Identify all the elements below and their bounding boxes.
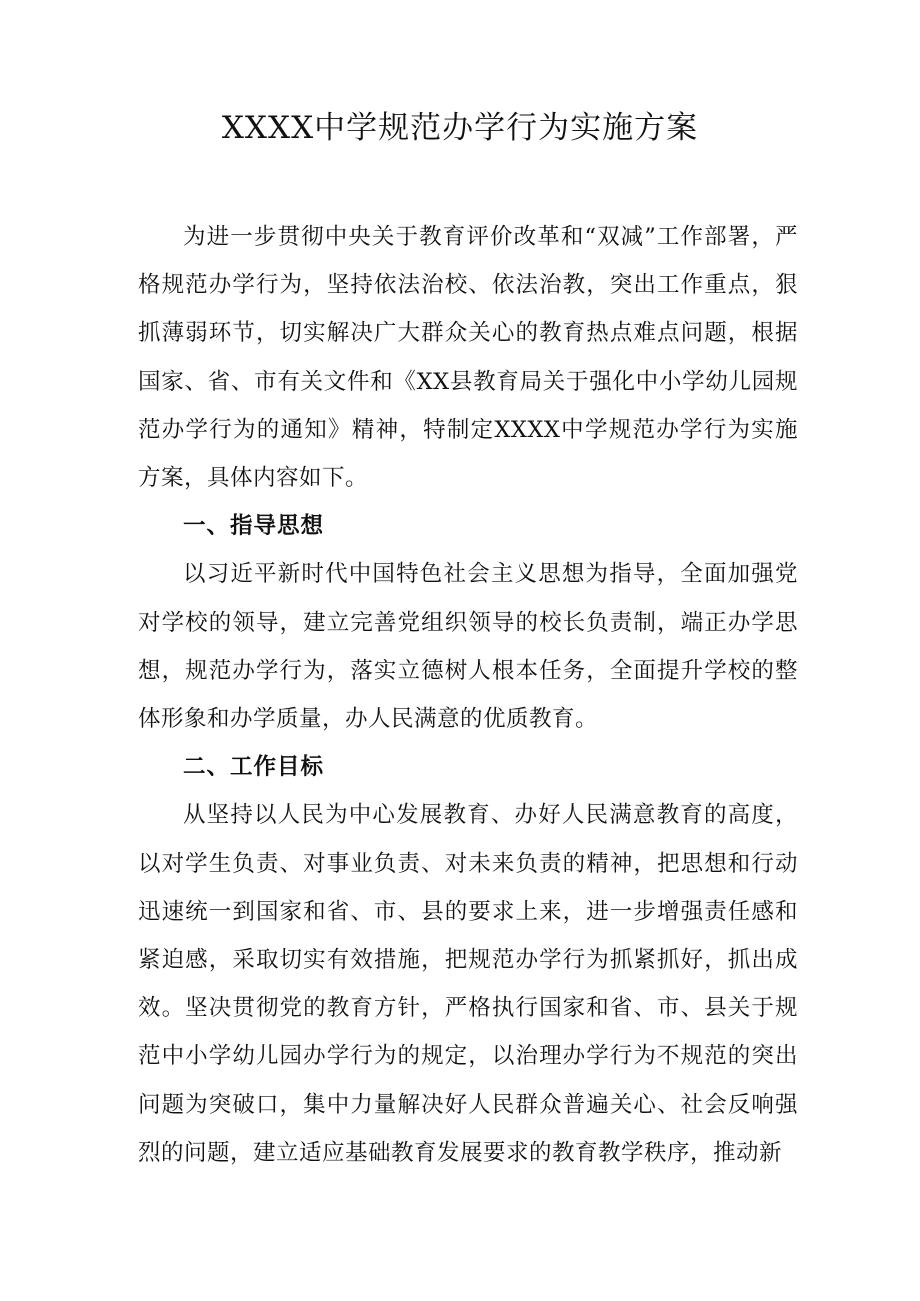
section-heading-guiding-ideology: 一、指导思想: [183, 513, 325, 540]
document-body: [138, 213, 798, 1177]
section-heading-work-goals: 二、工作目标: [183, 754, 325, 781]
section-body-work-goals: 从坚持以人民为中心发展教育、办好人民满意教育的高度，以对学生负责、对事业负责、对未来负责的精神，把思想和行动迅速统一到国家和省、市、县的要求上来，进一步增强责任感和紧迫感，采取切实有效措施，把规范办学行为抓紧抓好，抓出成效。坚决贯彻党的教育方针，严格执行国家和省、市、县关于规范中小学幼儿园办学行为的规定，以治理办学行为不规范的突出问题为突破口，集中力量解决好人民群众普遍关心、社会反响强烈的问题，建立适应基础教育发展要求的教育教学秩序，推动新: [138, 802, 798, 1166]
intro-paragraph: 为进一步贯彻中央关于教育评价改革和“双减”工作部署，严格规范办学行为，坚持依法治校、依法治教，突出工作重点，狠抓薄弱环节，切实解决广大群众关心的教育热点难点问题，根据国家、省、市有关文件和《XX县教育局关于强化中小学幼儿园规范办学行为的通知》精神，特制定XXXX中学规范办学行为实施方案，具体内容如下。: [138, 224, 798, 492]
document-title: XXXX中学规范办学行为实施方案: [221, 110, 699, 146]
section-body-guiding-ideology: 以习近平新时代中国特色社会主义思想为指导，全面加强党对学校的领导，建立完善党组织领导的校长负责制，端正办学思想，规范办学行为，落实立德树人根本任务，全面提升学校的整体形象和办学质量，办人民满意的优质教育。: [138, 561, 798, 733]
